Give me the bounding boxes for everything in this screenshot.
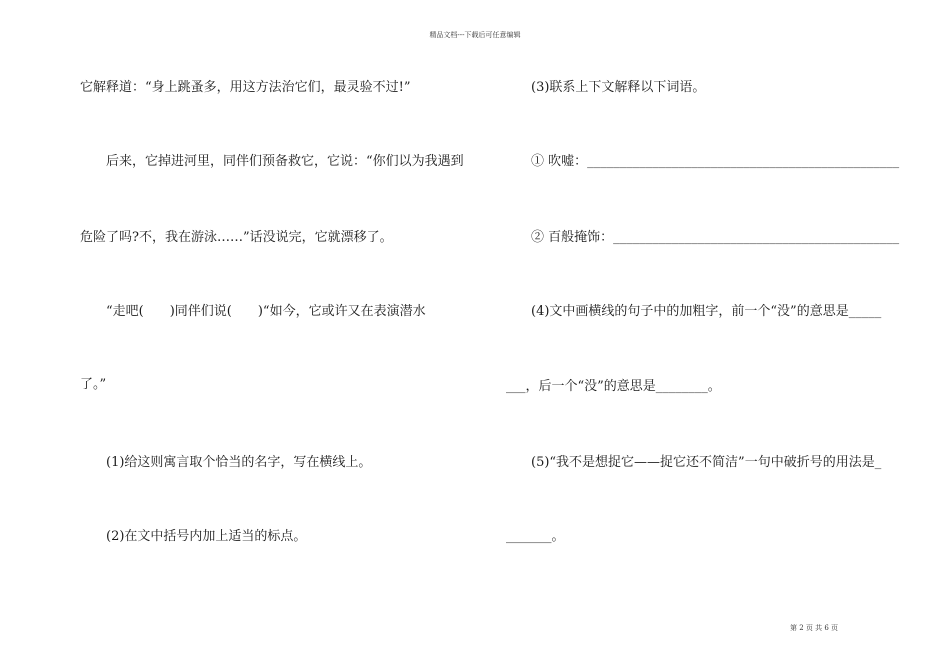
page-number: 第 2 页 共 6 页 — [790, 624, 839, 632]
passage-line-1: 它解释道：“身上跳蚤多，用这方法治它们，最灵验不过!” — [80, 80, 411, 95]
question-5-line-2: _______。 — [506, 529, 565, 544]
question-5-line-1: (5)“我不是想捉它——捉它还不简洁”一句中破折号的用法是_ — [531, 455, 882, 470]
question-3: (3)联系上下文解释以下词语。 — [531, 80, 706, 95]
passage-line-2: 后来，它掉进河里，同伴们预备救它，它说：“你们以为我遇到 — [106, 154, 464, 169]
question-4-line-2: ___，后一个“没”的意思是________。 — [506, 379, 721, 394]
question-1: (1)给这则寓言取个恰当的名字，写在横线上。 — [106, 455, 372, 470]
question-2: (2)在文中括号内加上适当的标点。 — [106, 529, 307, 544]
passage-line-4: “走吧( )同伴们说( )“如今，它或许又在表演潜水 — [106, 304, 426, 319]
passage-line-3: 危险了吗?不，我在游泳……”话没说完，它就漂移了。 — [80, 230, 393, 245]
question-3a: ① 吹嘘：________________________________________________ — [531, 154, 900, 169]
question-3b: ② 百般掩饰：____________________________________________ — [531, 230, 900, 245]
question-4-line-1: (4)文中画横线的句子中的加粗字，前一个“没”的意思是_____ — [531, 304, 882, 319]
passage-line-5: 了。” — [80, 377, 107, 392]
page-header: 精品文档---下载后可任意编辑 — [429, 31, 521, 39]
